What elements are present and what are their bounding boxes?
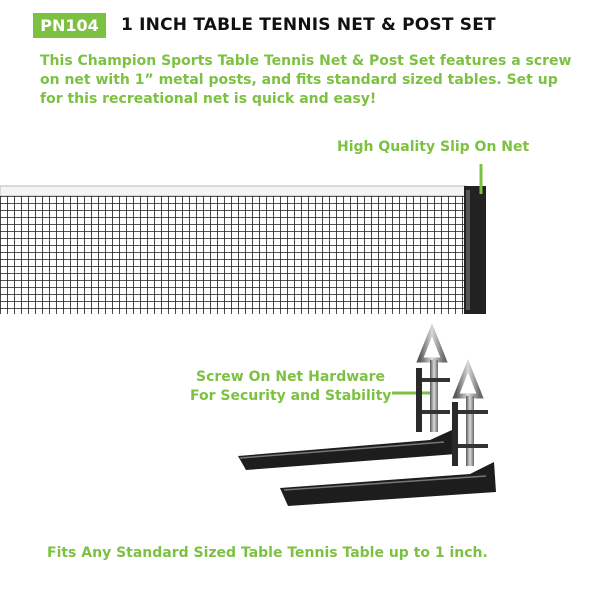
table-tennis-net [0,164,486,314]
hardware-callout-line1: Screw On Net Hardware [196,369,385,385]
hardware-callout-line2: For Security and Stability [190,388,392,404]
product-title: 1 INCH TABLE TENNIS NET & POST SET [121,15,496,35]
product-description: This Champion Sports Table Tennis Net & Post Set features a screw on net with 1” metal posts, and fits standard sized tables. Set up for this recreational net is quick and easy! [40,53,572,107]
product-code-badge: PN104 [33,13,106,38]
hardware-callout-label [190,368,392,406]
net-callout-label: High Quality Slip On Net [337,139,530,155]
compatibility-note: Fits Any Standard Sized Table Tennis Table up to 1 inch. [47,545,488,561]
